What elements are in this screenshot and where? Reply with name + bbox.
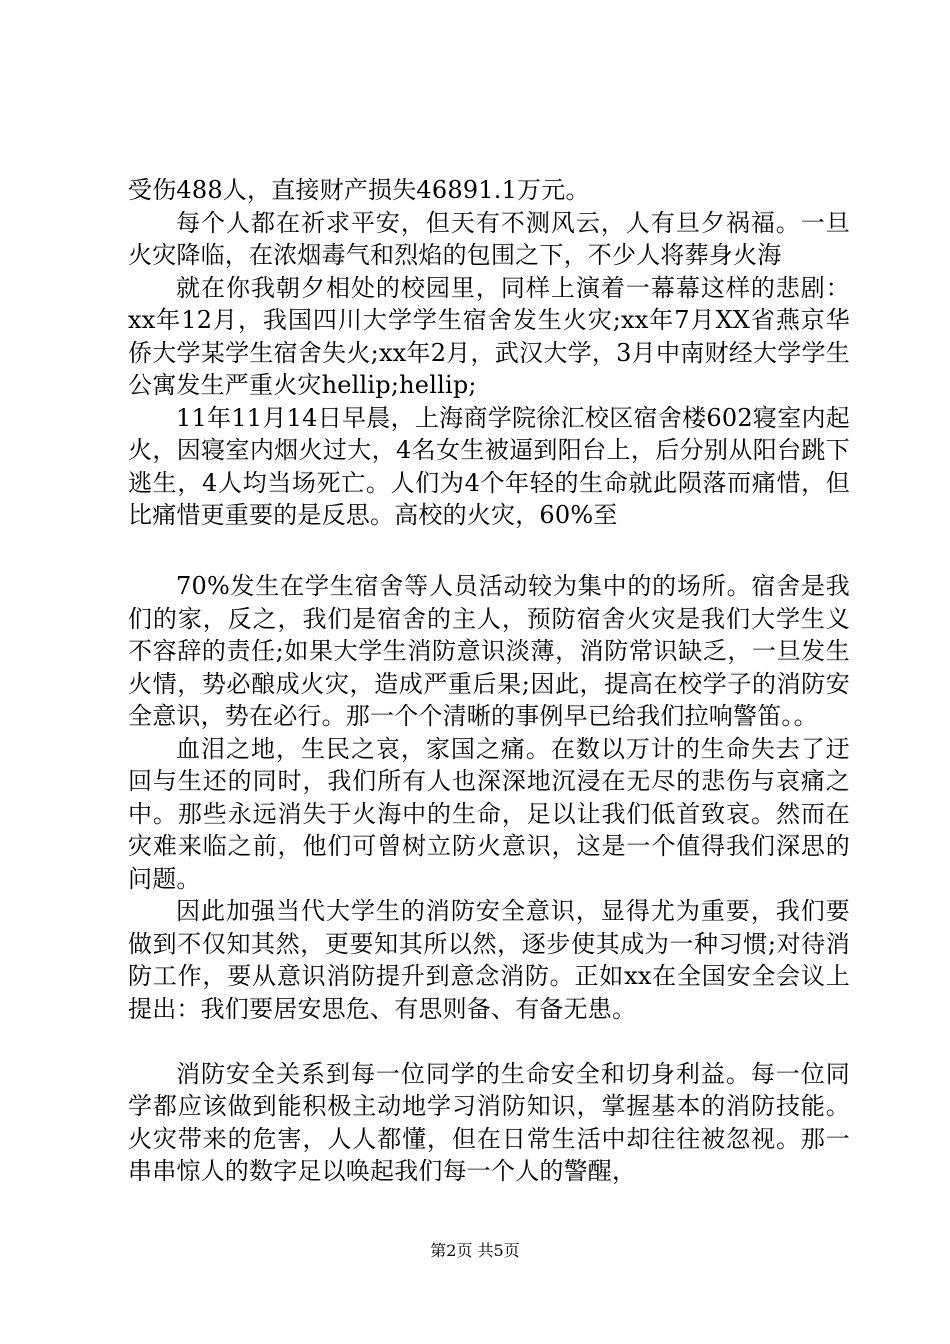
paragraph-pray-safety: 每个人都在祈求平安，但天有不测风云，人有旦夕祸福。一旦火灾降临，在浓烟毒气和烈焰的包围之下，不少人将葬身火海: [128, 208, 850, 269]
paragraph-mourning: 血泪之地，生民之哀，家国之痛。在数以万计的生命失去了迂回与生还的同时，我们所有人也深深地沉浸在无尽的悲伤与哀痛之中。那些永远消失于火海中的生命，足以让我们低首致哀。然而在灾难来临之前，他们可曾树立防火意识，这是一个值得我们深思的问题。: [128, 734, 850, 893]
text-block-upper: [128, 174, 850, 532]
paragraph-dormitory-responsibility: 70%发生在学生宿舍等人员活动较为集中的的场所。宿舍是我们的家，反之，我们是宿舍的主人，预防宿舍火灾是我们大学生义不容辞的责任;如果大学生消防意识淡薄，消防常识缺乏，一旦发生火情，势必酿成火灾，造成严重后果;因此，提高在校学子的消防安全意识，势在必行。那一个个清晰的事例早已给我们拉响警笛。。: [128, 572, 850, 730]
paragraph-awareness: 因此加强当代大学生的消防安全意识，显得尤为重要，我们要做到不仅知其然，更要知其所以然，逐步使其成为一种习惯;对待消防工作，要从意识消防提升到意念消防。正如xx在全国安全会议上提出：我们要居安思危、有思则备、有备无患。: [128, 897, 850, 1023]
paragraph-shanghai-incident: 11年11月14日早晨，上海商学院徐汇校区宿舍楼602寝室内起火，因寝室内烟火过大，4名女生被逼到阳台上，后分别从阳台跳下逃生，4人均当场死亡。人们为4个年轻的生命就此陨落而痛惜，但比痛惜更重要的是反思。高校的火灾，60%至: [128, 403, 850, 529]
paragraph-spacer: [128, 1025, 850, 1058]
text-block-lower: [128, 570, 850, 1188]
paragraph-fire-safety: 消防安全关系到每一位同学的生命安全和切身利益。每一位同学都应该做到能积极主动地学习消防知识，掌握基本的消防技能。火灾带来的危害，人人都懂，但在日常生活中却往往被忽视。那一串串惊人的数字足以唤起我们每一个人的警醒，: [128, 1059, 850, 1185]
paragraph-campus-fires: 就在你我朝夕相处的校园里，同样上演着一幕幕这样的悲剧：xx年12月，我国四川大学学生宿舍发生火灾;xx年7月XX省燕京华侨大学某学生宿舍失火;xx年2月，武汉大学，3月中南财经大学学生公寓发生严重火灾hellip;hellip;: [128, 273, 850, 399]
paragraph-injury-count: 受伤488人，直接财产损失46891.1万元。: [128, 176, 590, 204]
page-number-footer: 第2页 共5页: [430, 1241, 520, 1260]
